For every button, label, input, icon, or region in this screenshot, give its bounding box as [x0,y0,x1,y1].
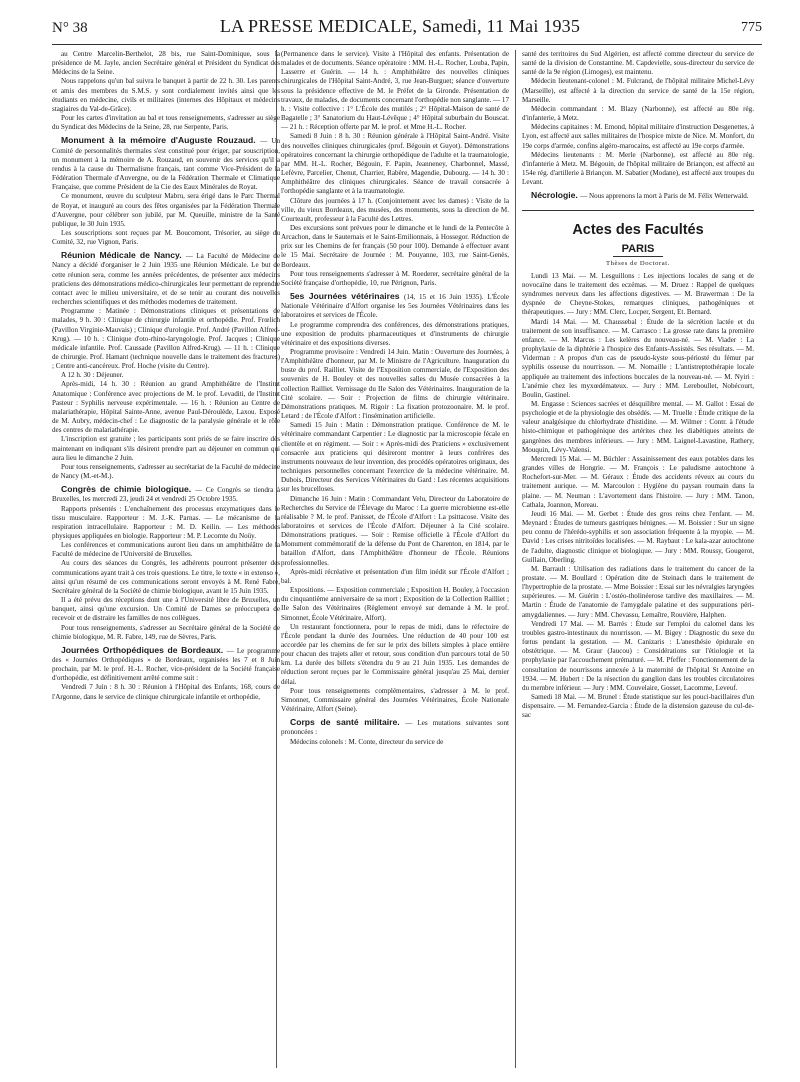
section-rule [522,210,754,211]
paragraph: Pour tous renseignements, s'adresser au secrétariat de la Faculté de médecine de Nancy (M.-et-M.). [52,462,280,481]
paragraph: au Centre Marcelin-Berthelot, 28 bis, rue Saint-Dominique, sous la présidence de M. Jayle, ancien Secrétaire général et Président du Syndicat des Médecins de la Seine. [52,50,280,77]
column-2 [281,50,509,747]
paragraph: Nous rappelons qu'un bal suivra le banquet à partir de 22 h. 30. Les parents et amis des membres du S.M.S. y sont cordialement invités ainsi que les étudiants en médecine, civils et militaires (internes des Hôpitaux et médecins stagiaires du Val-de-Grâce). [52,77,280,113]
news-item [281,292,509,320]
news-item [52,646,280,684]
paragraph: santé des territoires du Sud Algérien, est affecté comme directeur du service de santé de la division de Constantine. M. Capdevielle, sous-directeur du service de santé de la 9e région (Limoges), est maintenu. [522,50,754,77]
paragraph: Programme : Matinée : Démonstrations cliniques et présentations de malades, 9 h. 30 : Clinique de chirurgie infantile et orthopédie. Prof. Frœlich (Pavillon Virginie-Mauvais) ; Clinique d'urologie. Prof. André (Pavillon Alfred-Krug). — 10 h. : Clinique d'oto-rhino-laryngologie. Prof. Jacques ; Clinique médicale infantile. Prof. Caussade (Pavillon Alfred-Krug). — 11 h. : Clinique de chirurgie. Prof. Hamant (technique nouvelle dans le traitement des fractures) ; Centre anti-cancéreux. Prof. Hoche (visite du Centre). [52,307,280,371]
paragraph: Samedi 8 Juin : 8 h. 30 : Réunion générale à l'Hôpital Saint-André. Visite des nouvelles cliniques chirurgicales (prof. Bégouin et Guyot). Démonstrations opératoires concernant la chirurgie orthopédique de l'adulte et la traumatologie, par MM. H.-L. Rocher, Bégouin, F. Papin, Jeanneney, Charbonnel, Massé, Lefèvre, Parcelier, Chenut, Charrier, Rabère, Magendie, Dubourg. — 14 h. 30 : Amphithéâtre des cliniques chirurgicales. Séance de travail consacrée à l'orthopédie sanglante et à la traumatologie. [281,132,509,196]
news-item [52,136,280,192]
column-divider [515,50,516,1068]
paragraph: Vendredi 17 Mai. — M. Barrès : Étude sur l'emploi du calomel dans les troubles gastro-intestinaux du nourrisson. — M. Bigey : Diagnostic du sexe du fœtus pendant la gestation. — M. Canizaris : L'anesthésie épidurale en obstétrique. — M. Graur (Jaucou) : Considérations sur l'étiologie et la prophylaxie par l'accouchement prématuré. — M. Pfeffer : Fonctionnement de la consultation de nourrissons annexée à la maternité de l'hôpital St Antoine en 1934. — M. Hubert : De la résection du ganglion dans les troubles circulatoires du membre inférieur. — Jury : MM. Couvelaire, Gosset, Lacomme, Leveuf. [522,619,754,692]
paragraph: Médecins lieutenants : M. Merle (Narbonne), est affecté au 80e rég. d'infanterie à Metz. M. Bégouin, de l'hôpital militaire de Briançon, est affecté au 154e rég. d'artillerie à Briançon. M. Sabatier (Modane), est affecté aux troupes du Levant. [522,150,755,187]
news-heading: Congrès de chimie biologique. [61,484,196,495]
paragraph: Mercredi 15 Mai. — M. Büchler : Assainissement des eaux potables dans les grandes villes de Hongrie. — M. François : Le paludisme autochtone à Rochefort-sur-Mer. — M. Géraux : Étude des accidents réveux au cours du traitement aurique. — M. Marcoulon : Hygiène du paysan roumain dans la plaine. — M. Neuman : L'avortement dans l'histoire. — Jury : MM. Tanon, Cathala, Joannon, Moreau. [522,454,754,509]
paragraph: Programme provisoire : Vendredi 14 Juin. Matin : Ouverture des Journées, à l'Amphithéâtre d'honneur, par M. le Ministre de l'Agriculture. Inauguration du buste du prof. Railliet. Visite de l'Exposition commerciale, de l'Exposition des souvenirs de H. Bouley et des nouvelles salles du Musée consacrées à la collection Railliet. Vernissage du IIe Salon des Vétérinaires. Inauguration de la Cité scolaire. — Soir : Projection de films de chirurgie vétérinaire. Démonstrations pratiques. M. Rigoir : La fixation protozoonaire. M. le prof. Letard : de l'École d'Alfort : l'insémination artificielle. [281,348,509,421]
paragraph: Les souscriptions sont reçues par M. Boucomont, Trésorier, au siège du Comité, 32, rue Vignon, Paris. [52,228,280,247]
news-body: — La Faculté de Médecine de Nancy a décidé d'organiser le 2 Juin 1935 une Réunion Médicale. Le but de cette réunion sera, comme les années précédentes, de présenter aux médecins praticiens des démonstrations médico-chirurgicales leur permettant de reprendre contact avec le milieu universitaire, et de se tenir au courant des nouvelles recherches scientifiques et des méthodes modernes de traitement. [52,252,281,307]
paragraph: Médecin commandant : M. Blazy (Narbonne), est affecté au 80e rég. d'infanterie, à Metz. [522,104,754,123]
paragraph: Samedi 15 Juin : Matin : Démonstration pratique. Conférence de M. le vétérinaire commandant Carpentier : Le diagnostic par la microscopie fécale en clientèle et en régiment. — Soir : « Après-midi des Praticiens » exclusivement consacrée aux praticiens qui désireront montrer à leurs confrères des instruments nouveaux de leur invention, des procédés opératoires originaux, des techniques personnelles concernant l'exercice de la médecine vétérinaire. M. Dubois, Directeur des Services Vétérinaires du Gard : Les récentes acquisitions sur les brucelloses. [281,421,509,494]
issue-number: N° 38 [52,20,88,36]
theses-list [522,272,754,721]
paragraph: Médecins colonels : M. Conte, directeur du service de [290,737,444,746]
paragraph: Pour les cartes d'invitation au bal et tous renseignements, s'adresser au siège du Syndicat des Médecins de la Seine, 28, rue Serpente, Paris. [52,114,280,132]
news-body: — Les mutations suivantes sont prononcées : [281,719,509,737]
news-body: — Un Comité de personnalités thermales s'est constitué pour ériger, par souscription, un monument à la mémoire de A. Rouzaud, en souvenir des services qu'il a rendus à la cause du Thermalisme français, tant comme Vice-Président de la Fédération Thermale d'Auvergne, ou de la Fédération Thermale et Climatique Française, que comme Président de la Cie des Eaux Minérales de Royat. [52,137,280,192]
paragraph: Pour tous renseignements s'adresser à M. Roederer, secrétaire général de la Société française d'orthopédie, 10, rue Pérignon, Paris. [281,269,509,287]
paragraph: Après-midi récréative et présentation d'un film inédit sur l'École d'Alfort ; bal. [281,567,509,585]
paragraph: Pour tous renseignements, s'adresser au Secrétaire général de la Société de chimie biologique, M. R. Fabre, 149, rue de Sèvres, Paris. [52,623,280,641]
paragraph: Rapports présentés : L'enchaînement des processus enzymatiques dans le tissu musculaire. Rapporteur : M. J.-K. Parnas. — Le mécanisme de la respiration intracellulaire. Rapporteur : M. D. Keilin. — Les méthodes physiques appliquées en biologie. Rapporteur : M. P. Lecomte du Noüy. [52,504,280,540]
paragraph: Il a été prévu des réceptions dont une à l'Université libre de Bruxelles, un banquet, ainsi qu'une excursion. Un Comité de Dames se préoccupera de recevoir et de distraire les familles de nos collègues. [52,596,280,623]
paragraph: Des excursions sont prévues pour le dimanche et le lundi de la Pentecôte à Arcachon, dans le Sauternais et le Saint-Emilionnais, à Hossegor. Réduction de prix sur les Chemins de fer français (50 pour 100). Demande à effectuer avant le 15 Mai. Secrétaire de Journée : M. Pouyanne, 103, rue Saint-Genès, Bordeaux. [281,223,509,269]
paragraph: Le programme comprendra des conférences, des démonstrations pratiques, une exposition de produits pharmaceutiques et d'instruments de chirurgie vétérinaire et des expositions diverses. [281,320,509,347]
paragraph: Un restaurant fonctionnera, pour le repas de midi, dans le réfectoire de l'École pendant la durée des Journées. Une réduction de 40 pour 100 est accordée par les chemins de fer sur le prix des billets simples à place entière pour chacun des trajets aller et retour, sous condition d'un parcours total de 50 km. La durée des billets s'étendra du 9 au 21 Juin 1935. Les demandes de réduction seront reçues par le Commissaire général jusqu'au 25 Mai, dernier délai. [281,622,509,686]
paragraph: Mardi 14 Mai. — M. Chaussebal : Étude de la sécrétion lactée et du traitement de son insuffisance. — M. Carrasco : La grosse rate dans la première enfance. — M. Marcus : Les kelères du nouveau-né. — M. Viader : La prophylaxie de la diphtérie à l'hospice des Enfants-Assistés. Ses résultats. — M. Viderman : A propos d'un cas de pseudo-kyste sous-périosté du fémur par syphilis osseuse du nourrisson. — M. Nomaille : L'antistreptothérapie locale appliquée au traitement des infections buccales de la nouveau-né. — M. Nyiri : L'anémie chez les myxœdémateux. — Jury : MM. Lereboullet, Nobécourt, Boulin, Gastinel. [522,317,754,399]
paragraph: Pour tous renseignements complémentaires, s'adresser à M. le prof. Simonnet, Commissaire général des Journées Vétérinaires, École Nationale Vétérinaire, Alfort (Seine). [281,686,509,714]
paragraph: Médecins capitaines : M. Emond, hôpital militaire d'instruction Desgenettes, à Lyon, est affecté aux salles militaires de l'hospice mixte de Nice. M. Monfort, du 19e corps d'armée, confins algéro-marocains, est affecté au 19e corps d'armée. [522,123,754,150]
news-heading: 5es Journées vétérinaires [290,291,404,302]
paragraph: Ce monument, œuvre du sculpteur Mabru, sera érigé dans le Parc Thermal de Royat, et inauguré au cours des fêtes organisées par la Fédération Thermale d'Auvergne, pour célébrer son jubilé, par M. Queuille, ministre de la Santé publique, le 30 Juin 1935. [52,192,280,228]
journal-title: LA PRESSE MEDICALE, Samedi, 11 Mai 1935 [219,16,581,36]
news-body: — Le programme des « Journées Orthopédiques » de Bordeaux, organisées les 7 et 8 Juin prochain, par M. le prof. H.-L. Rocher, vice-président de la Société française d'orthopédie, est définitivement arrêté comme suit : [52,646,280,683]
news-item [52,485,280,504]
news-heading: Corps de santé militaire. [290,717,406,728]
news-item [522,191,754,201]
news-heading: Réunion Médicale de Nancy. [61,250,186,261]
header-rule [52,44,762,45]
page-header [0,0,800,44]
faculty-city: PARIS [621,242,655,255]
news-heading: Nécrologie. [531,190,581,201]
paragraph: Au cours des séances du Congrès, les adhérents pourront présenter des communications ayant trait à ces trois questions. Le titre, le texte « in extenso », ainsi qu'un résumé de ces communications seront envoyés à M. René Fabre, Secrétaire général de la Société de chimie biologique, avant le 15 Juin 1935. [52,559,280,595]
news-item [52,251,280,307]
city-rule [613,256,663,257]
news-heading: Journées Orthopédiques de Bordeaux. [61,644,227,655]
paragraph: Clôture des journées à 17 h. (Conjointement avec les dames) : Visite de la ville, du vieux Bordeaux, des musées, des monuments, sous la direction de M. Courteault, professeur à la Faculté des Lettres. [281,196,509,223]
news-body: (14, 15 et 16 Juin 1935). L'École Nationale Vétérinaire d'Alfort organise les 5es Journées Vétérinaires dans les laboratoires et services de l'École. [281,293,509,320]
paragraph: M. Engasse : Sciences sacrées et désquilibre mental. — M. Gallot : Essai de psychologie et de la physiologie des obsédés. — M. Truelle : Étude critique de la valeur analgésique du chlorhydrate d'histidine. — M. Wilmer : Contr. à l'étude histo-chimique et pathogénique des artérites chez les diabétiques atteints de gangrènes des membres inférieurs. — Jury : MM. Laignel-Lavastine, Rathery, Mouquin, Lévy-Valensi. [522,400,754,454]
paragraph: (Permanence dans le service). Visite à l'Hôpital des enfants. Présentation de malades et de documents. Séance opératoire : MM. H.-L. Rocher, Louba, Papin, Lasserre et Guérin. — 14 h. : Amphithéâtre des nouvelles cliniques chirurgicales de l'Hôpital Saint-André, 3, rue Jean-Burguet; séance d'ouverture sous la présidence effective de M. le Préfet de la Gironde. Présentation de travaux, de malades, de documents concernant l'orthopédie non sanglante. — 17 h. : Visite collective : 1° L'École des mutilés ; 2° Hôpital-Maison de santé de Bagatelle ; 3° Sanatorium du Haut-Lévêque ; 4° Hôpital suburbain du Bouscat. — 21 h. : Réception offerte par M. le prof. et Mme H.-L. Rocher. [281,50,510,132]
theses-subtitle: Thèses de Doctorat. [606,259,670,267]
paragraph: Jeudi 16 Mai. — M. Gerbet : Étude des gros reins chez l'enfant. — M. Meynard : Études de tumeurs gastriques bénignes. — M. Boissier : Sur un signe peu connu de l'hérédo-syphilis et son association fréquente à la myopie. — M. David : Les crises nitritoïdes localisées. — M. Raybaut : Le kala-azar autochtone de l'adulte, diagnostic clinique et biologique. — Jury : MM. Roussy, Gougerot, Guillain, Oberling. [522,509,754,564]
paragraph: Dimanche 16 Juin : Matin : Commandant Velu, Directeur du Laboratoire de Recherches du Service de l'Élevage du Maroc : La guerre microbienne est-elle réalisable ? M. le prof. Panisset, de l'École d'Alfort : La psittacose. Visite des laboratoires et services de l'École d'Alfort. Déjeuner à la Cité scolaire. Démonstrations pratiques. — Soir : Remise officielle à l'École d'Alfort du Monument commémoratif de la défense du Pont de Charenton, en 1814, par le bataillon d'Alfort, dans l'Amphithéâtre d'honneur de l'École. Réunions professionnelles. [281,494,509,567]
column-1 [52,50,280,702]
paragraph: A 12 h. 30 : Déjeuner. [61,371,124,380]
page-number: 775 [741,20,762,35]
news-item [281,718,509,737]
paragraph: Après-midi, 14 h. 30 : Réunion au grand Amphithéâtre de l'Institut Anatomique : Conférence avec projections de M. le prof. Levaditi, de l'Institut Pasteur : Syphilis nerveuse expérimentale. — 16 h. : Réunion au Centre de malariathérapie, Hôpital Sainte-Anne, avenue Paul-Déroulède, Laxou. Exposé de M. Aubry, médecin-chef : Le diagnostic de la paralysie générale et le rôle des centres de malariathérapie. [52,380,280,435]
paragraph: Vendredi 7 Juin : 8 h. 30 : Réunion à l'Hôpital des Enfants, 168, cours de l'Argonne, dans le service de clinique chirurgicale infantile et orthopédie, [52,683,280,701]
paragraph: L'inscription est gratuite ; les participants sont priés de se faire inscrire dès maintenant en indiquant s'ils désirent prendre part au déjeuner en commun qui aura lieu le dimanche 2 Juin. [52,435,280,462]
paragraph: Médecin lieutenant-colonel : M. Fulcrand, de l'hôpital militaire Michel-Lévy (Marseille), est affecté à la direction du service de santé de la 15e région, Marseille. [522,77,754,104]
news-body: — Nous apprenons la mort à Paris de M. Félix Wetterwald. [580,192,749,201]
paragraph: Les conférences et communications auront lieu dans un amphithéâtre de la Faculté de médecine de l'Université de Bruxelles. [52,541,280,559]
news-heading: Monument à la mémoire d'Auguste Rouzaud. [61,135,261,146]
paragraph: Samedi 18 Mai. — M. Brunel : Étude statistique sur les pouci-bacillaires d'un dispensaire. — M. Fernandez-Garcia : Étude de la distension gazeuse du cul-de-sac [522,693,754,720]
paragraph: Expositions. — Exposition commerciale ; Exposition H. Bouley, à l'occasion du cinquantième anniversaire de sa mort ; Exposition de la Collection Railliet ; IIe Salon des Vétérinaires (Règlement envoyé sur demande à M. le prof. Simonnet, École Vétérinaire, Alfort). [281,586,509,622]
news-body: — Ce Congrès se tiendra à Bruxelles, les mercredi 23, jeudi 24 et vendredi 25 Octobre 1935. [52,486,280,504]
column-3 [522,50,754,720]
column-3-notices [522,50,754,202]
paragraph: Lundi 13 Mai. — M. Lesguillons : Les injections locales de sang et de novocaïne dans le traitement des eczémas. — M. Druez : Rappel de quelques syndromes nerveux dans les affections digestives. — M. Brawerman : De la dyspnée de Cheyne-Stokes, remarques cliniques, pathogéniques et thérapeutiques. — Jury : MM. Clerc, Locper, Sergent, Et. Bernard. [522,271,754,317]
paragraph: M. Barrault : Utilisation des radiations dans le traitement du cancer de la prostate. — M. Boullard : Opération dite de Steinach dans le traitement de l'hypertrophie de la prostate. — Mme Boissier : Essai sur les névralgies laryngées supérieures. — M. Guérin : L'ostéo-tholinéerose tardive des maxillaires. — M. Martin : Étude de l'anatomie de l'amygdale palatine et des suppurations péri-amygdaliennes. — Jury : MM. Chevassu, Lemaître, Rouvière, Halphen. [522,564,754,619]
section-title: Actes des Facultés [572,221,704,238]
